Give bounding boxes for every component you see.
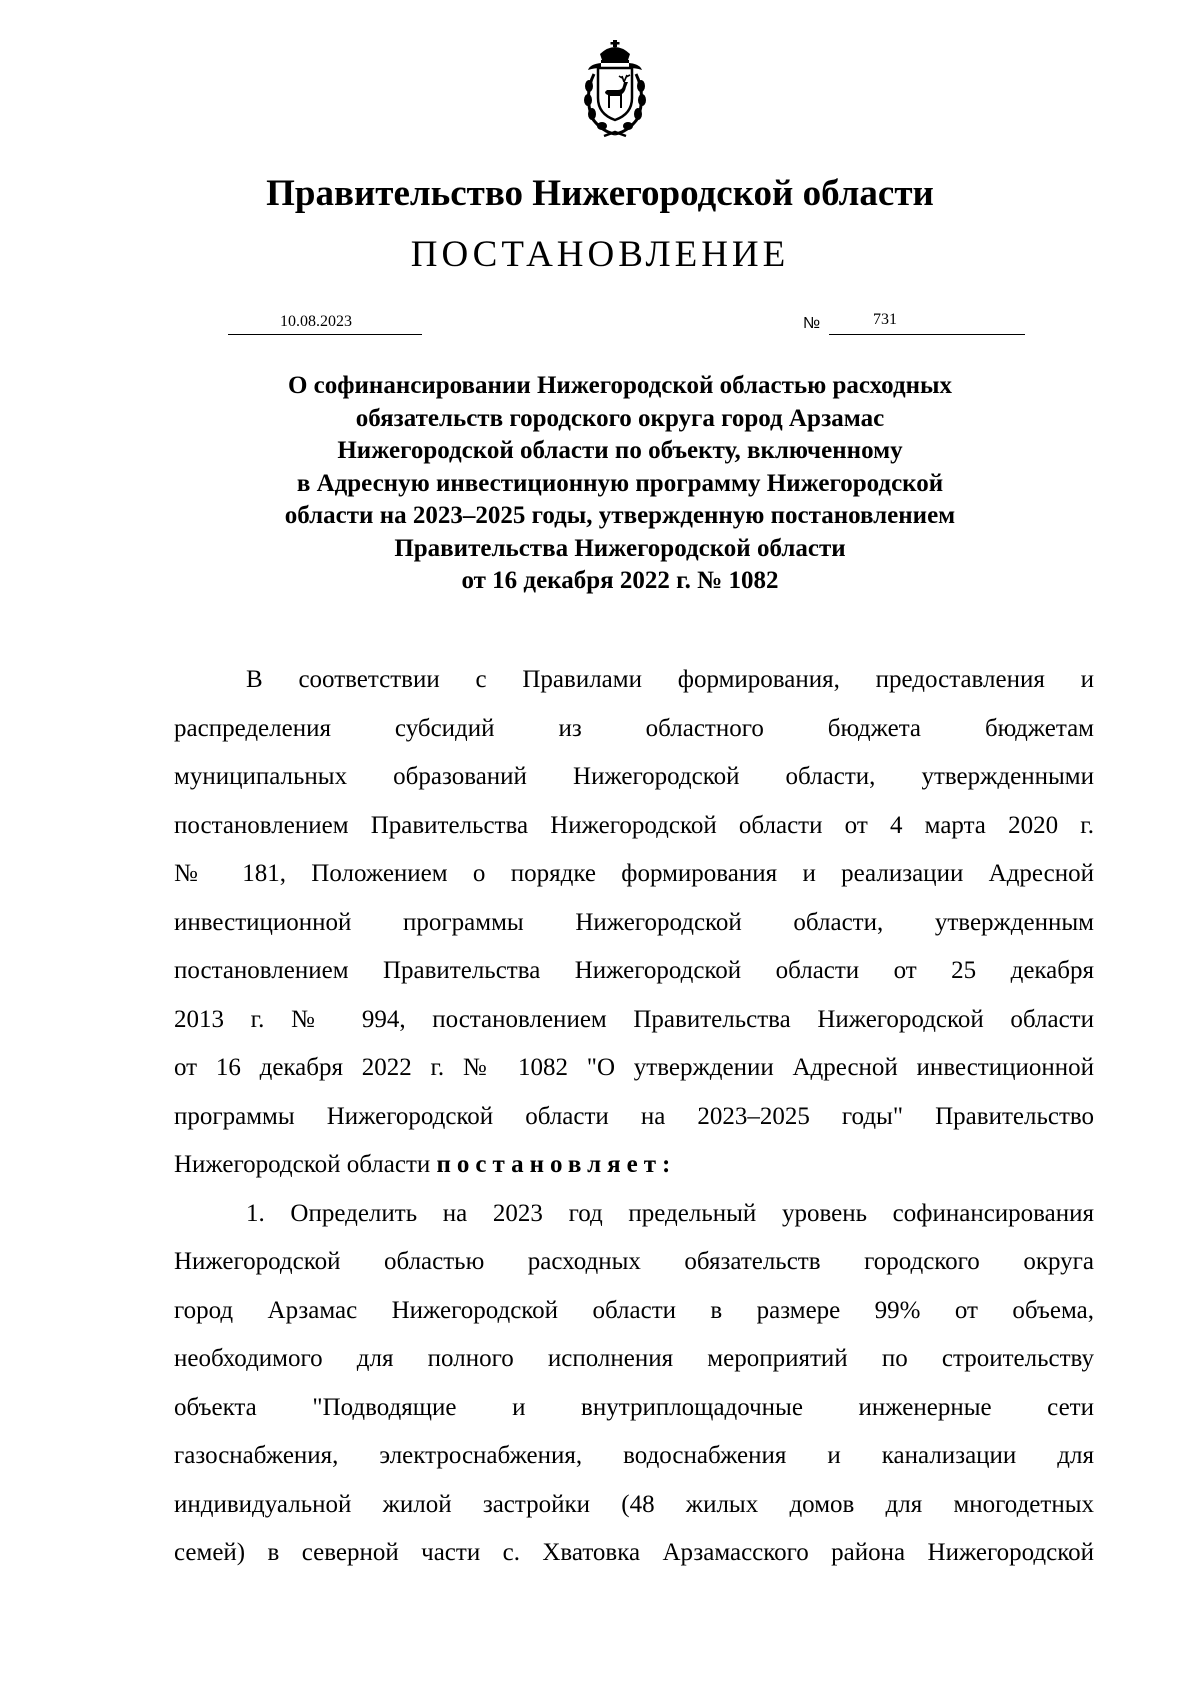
document-type: ПОСТАНОВЛЕНИЕ	[410, 234, 790, 275]
item-line: необходимого для полного исполнения мероприятий по строительству	[174, 1345, 1094, 1372]
item-line: объекта "Подводящие и внутриплощадочные инженерные сети	[174, 1393, 1094, 1421]
preamble-line: муниципальных образований Нижегородской области, утвержденными	[174, 763, 1094, 790]
subject-line: О софинансировании Нижегородской областью расходных	[287, 372, 953, 399]
item-line: Нижегородской областью расходных обязательств городского округа	[174, 1248, 1094, 1275]
item-line: семей) в северной части с. Хватовка Арзамасского района Нижегородской	[174, 1539, 1094, 1566]
subject-line: Правительства Нижегородской области	[394, 534, 846, 562]
subject-line: обязательств городского округа город Арзамас	[355, 404, 885, 432]
document-date: 10.08.2023	[280, 313, 352, 330]
document-number-field	[829, 310, 1025, 335]
government-name: Правительство Нижегородской области	[266, 173, 934, 214]
subject-line: области на 2023–2025 годы, утвержденную постановлением	[284, 502, 956, 529]
decree-word: постановляет:	[436, 1151, 677, 1178]
preamble-line: инвестиционной программы Нижегородской области, утвержденным	[174, 908, 1094, 936]
item-line: индивидуальной жилой застройки (48 жилых домов для многодетных	[174, 1490, 1094, 1518]
preamble-last-line	[174, 1141, 1094, 1190]
preamble-last-text: Нижегородской области	[174, 1151, 437, 1178]
item-line: город Арзамас Нижегородской области в размере 99% от объема,	[174, 1296, 1094, 1324]
preamble-line: В соответствии с Правилами формирования, предоставления и	[246, 666, 1094, 693]
preamble-line: № 181, Положением о порядке формирования и реализации Адресной	[174, 860, 1094, 887]
subject-line: в Адресную инвестиционную программу Нижегородской	[296, 469, 944, 497]
item-line: газоснабжения, электроснабжения, водоснабжения и канализации для	[174, 1442, 1094, 1469]
preamble-line: распределения субсидий из областного бюджета бюджетам	[174, 714, 1094, 742]
coat-of-arms-icon	[574, 38, 656, 142]
document-body	[174, 656, 1094, 1578]
number-sign: №	[803, 315, 821, 332]
preamble-line: постановлением Правительства Нижегородской области от 25 декабря	[174, 957, 1094, 984]
preamble-line: программы Нижегородской области на 2023–2025 годы" Правительство	[174, 1102, 1094, 1130]
preamble-line: постановлением Правительства Нижегородской области от 4 марта 2020 г.	[174, 811, 1094, 839]
document-date-field	[228, 312, 422, 335]
document-number: 731	[873, 311, 897, 328]
preamble-line: от 16 декабря 2022 г. № 1082 "О утверждении Адресной инвестиционной	[174, 1054, 1094, 1081]
document-subject	[200, 370, 1040, 598]
item-line: 1. Определить на 2023 год предельный уровень софинансирования	[246, 1199, 1094, 1227]
subject-line: от 16 декабря 2022 г. № 1082	[461, 567, 779, 594]
subject-line: Нижегородской области по объекту, включенному	[337, 437, 903, 464]
preamble-line: 2013 г. № 994, постановлением Правительства Нижегородской области	[174, 1005, 1094, 1033]
